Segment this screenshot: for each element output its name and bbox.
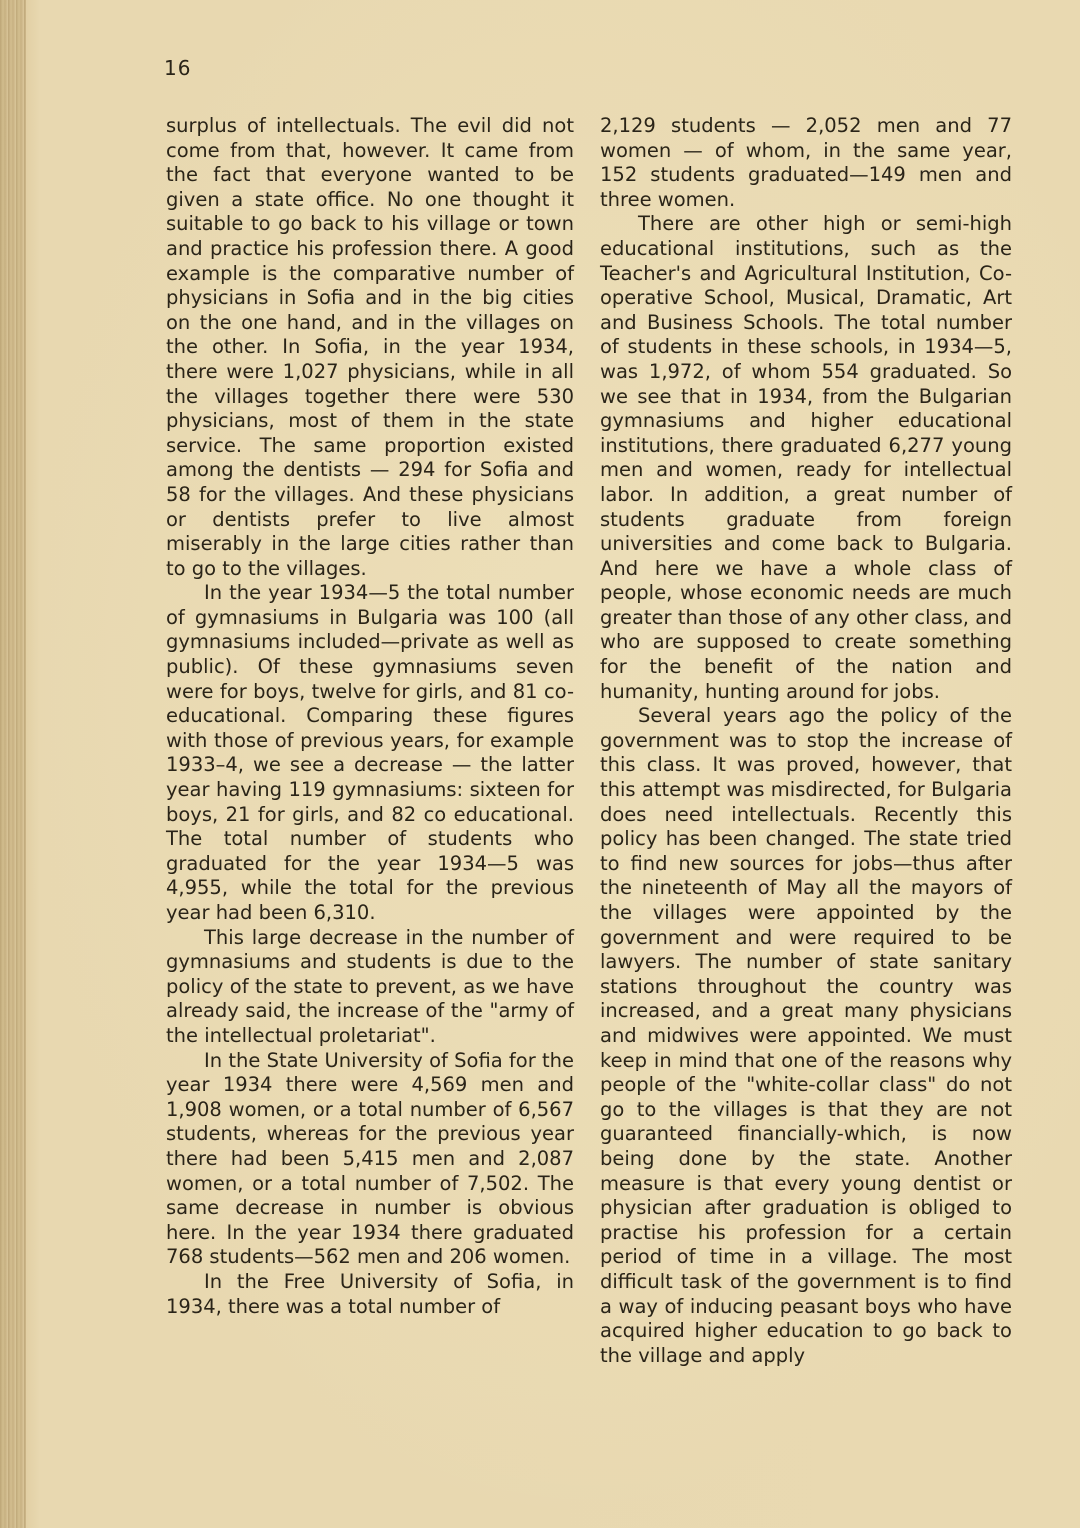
page-number: 16 — [164, 56, 192, 80]
paragraph: In the year 1934—5 the total number of gymnasiums in Bulgaria was 100 (all gymnasiums included—private as well as public). Of these gymnasiums seven were for boys, twelve for girls, and 81 co-educational. Comparing these figures with those of previous years, for example 1933–4, we see a decrease — the latter year having 119 gymnasiums: sixteen for boys, 21 for girls, and 82 co educational. The total number of students who graduated for the year 1934—5 was 4,955, while the total for the previous year had been 6,310. — [166, 581, 574, 924]
paragraph: Several years ago the policy of the government was to stop the increase of this class. It was proved, however, that this attempt was misdirected, for Bulgaria does need intellectuals. Recently this policy has been changed. The state tried to find new sources for jobs—thus after the nineteenth of May all the mayors of the villages were appointed by the government and were required to be lawyers. The number of state sanitary stations throughout the country was increased, and a great many physicians and midwives were appointed. We must keep in mind that one of the reasons why people of the "white-collar class" do not go to the villages is that they are not guaranteed financially-which, is now being done by the state. Another measure is that every young dentist or physician after graduation is obliged to practise his profession for a certain period of time in a village. The most difficult task of the government is to find a way of inducing peasant boys who have acquired higher education to go back to the village and apply — [600, 704, 1012, 1367]
paragraph: In the State University of Sofia for the year 1934 there were 4,569 men and 1,908 women, or a total number of 6,567 students, whereas for the previous year there had been 5,415 men and 2,087 women, or a total number of 7,502. The same decrease in number is obvious here. In the year 1934 there graduated 768 students—562 men and 206 women. — [166, 1048, 574, 1269]
left-column — [166, 114, 574, 1319]
paragraph: There are other high or semi-high educational institutions, such as the Teacher's and Agricultural Institution, Co-operative School, Musical, Dramatic, Art and Business Schools. The total number of students in these schools, in 1934—5, was 1,972, of whom 554 graduated. So we see that in 1934, from the Bulgarian gymnasiums and higher educational institutions, there graduated 6,277 young men and women, ready for intellectual labor. In addition, a great number of students graduate from foreign universities and come back to Bulgaria. And here we have a whole class of people, whose economic needs are much greater than those of any other class, and who are supposed to create something for the benefit of the nation and humanity, hunting around for jobs. — [600, 212, 1012, 703]
paragraph: In the Free University of Sofia, in 1934, there was a total number of — [166, 1269, 574, 1318]
right-column — [600, 114, 1012, 1368]
paragraph: This large decrease in the number of gymnasiums and students is due to the policy of the state to prevent, as we have already said, the increase of the "army of the intellectual proletariat". — [166, 925, 574, 1047]
paragraph: surplus of intellectuals. The evil did not come from that, however. It came from the fact that everyone wanted to be given a state office. No one thought it suitable to go back to his village or town and practice his profession there. A good example is the comparative number of physicians in Sofia and in the big cities on the one hand, and in the villages on the other. In Sofia, in the year 1934, there were 1,027 physicians, while in all the villages together there were 530 physicians, most of them in the state service. The same proportion existed among the dentists — 294 for Sofia and 58 for the villages. And these physicians or dentists prefer to live almost miserably in the large cities rather than to go to the villages. — [166, 114, 574, 580]
paragraph: 2,129 students — 2,052 men and 77 women — of whom, in the same year, 152 students graduated—149 men and three women. — [600, 114, 1012, 211]
book-binding-edge — [0, 0, 26, 1528]
